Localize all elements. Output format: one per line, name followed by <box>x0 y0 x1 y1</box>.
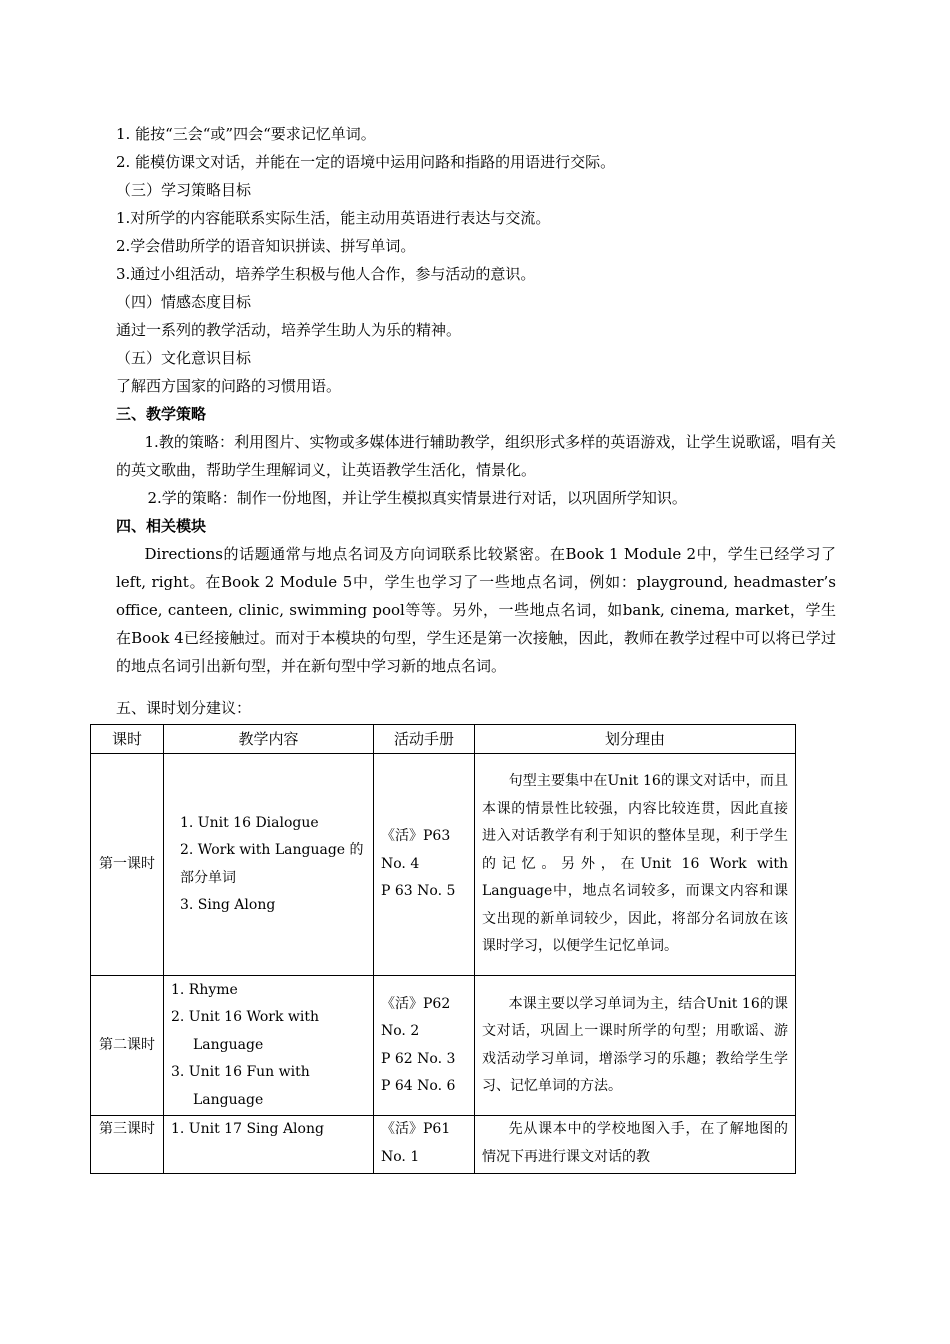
workbook-cell <box>374 976 475 1116</box>
subheading: （五）文化意识目标 <box>116 349 252 367</box>
content-cell <box>164 754 374 976</box>
text-line: 2. 能模仿课文对话，并能在一定的语境中运用问路和指路的用语进行交际。 <box>116 153 616 171</box>
subheading: （四）情感态度目标 <box>116 293 252 311</box>
content-cell <box>164 976 374 1116</box>
table-row <box>91 754 796 976</box>
text-line: 了解西方国家的问路的习惯用语。 <box>116 377 342 395</box>
workbook-cell <box>374 754 475 976</box>
paragraph: 2.学的策略：制作一份地图，并让学生模拟真实情景进行对话，以巩固所学知识。 <box>147 489 687 507</box>
content-item: 3. Sing Along <box>180 897 276 913</box>
text-line: 2.学会借助所学的语音知识拼读、拼写单词。 <box>116 237 416 255</box>
workbook-item: 《活》P63 No. 4 <box>381 828 451 872</box>
content-item: 1. Unit 17 Sing Along <box>171 1121 324 1137</box>
header-cell: 课时 <box>91 725 164 754</box>
content-item: 1. Unit 16 Dialogue <box>180 814 319 831</box>
text-line: 通过一系列的教学活动，培养学生助人为乐的精神。 <box>116 321 462 339</box>
paragraph: Directions的话题通常与地点名词及方向词联系比较紧密。在Book 1 Module 2中，学生已经学习了left, right。在Book 2 Module 5中，学生也学习了一些地点名词，例如：playground, headmaster’s office, canteen, clinic, swimming pool等等。另外，一些地点名词，如bank, cinema, market，学生在Book 4已经接触过。而对于本模块的句型，学生还是第一次接触，因此，教师在教学过程中可以将已学过的地点名词引出新句型，并在新句型中学习新的地点名词。 <box>116 545 836 675</box>
content-item: 2. Work with Language 的部分单词 <box>180 842 364 886</box>
workbook-item: P 64 No. 6 <box>381 1078 456 1094</box>
period-table <box>90 724 796 1174</box>
objectives-lines <box>116 120 836 400</box>
text-line: 1. 能按“三会“或”四会“要求记忆单词。 <box>116 125 376 143</box>
workbook-cell <box>374 1116 475 1174</box>
document-page <box>99 120 836 1174</box>
workbook-item: P 63 No. 5 <box>381 883 456 900</box>
text-line: 1.对所学的内容能联系实际生活，能主动用英语进行表达与交流。 <box>116 209 551 227</box>
section-heading-strategy: 三、教学策略 <box>116 405 207 423</box>
period-cell: 第二课时 <box>91 976 164 1116</box>
subheading: （三）学习策略目标 <box>116 181 252 199</box>
reason-cell: 句型主要集中在Unit 16的课文对话中，而且本课的情景性比较强，内容比较连贯，因此直接进入对话教学有利于知识的整体呈现，利于学生的记忆。另外，在Unit 16 Work with Language中，地点名词较多，而课文内容和课文出现的新单词较少，因此，将部分名词放在该课时学习，以便学生记忆单词。 <box>475 754 796 976</box>
text-line: 3.通过小组活动，培养学生积极与他人合作，参与活动的意识。 <box>116 265 536 283</box>
period-cell: 第一课时 <box>91 754 164 976</box>
header-cell: 划分理由 <box>475 725 796 754</box>
table-row <box>91 976 796 1116</box>
content-item: 1. Rhyme <box>171 981 238 998</box>
workbook-item: P 62 No. 3 <box>381 1050 456 1067</box>
reason-cell: 本课主要以学习单词为主，结合Unit 16的课文对话，巩固上一课时所学的句型；用歌谣、游戏活动学习单词，增添学习的乐趣；教给学生学习、记忆单词的方法。 <box>475 976 796 1116</box>
workbook-item: 《活》P61 No. 1 <box>381 1121 451 1165</box>
paragraph: 1.教的策略：利用图片、实物或多媒体进行辅助教学，组织形式多样的英语游戏，让学生说歌谣，唱有关的英文歌曲，帮助学生理解词义，让英语教学生活化，情景化。 <box>116 433 836 479</box>
section-heading-periods: 五、课时划分建议： <box>116 699 252 717</box>
header-cell: 教学内容 <box>164 725 374 754</box>
section-heading-modules: 四、相关模块 <box>116 517 207 535</box>
content-item: 2. Unit 16 Work with Language <box>171 1009 320 1053</box>
table-header-row <box>91 725 796 754</box>
reason-cell: 先从课本中的学校地图入手，在了解地图的情况下再进行课文对话的教 <box>475 1116 796 1174</box>
table-row <box>91 1116 796 1174</box>
header-cell: 活动手册 <box>374 725 475 754</box>
content-cell <box>164 1116 374 1174</box>
workbook-item: 《活》P62 No. 2 <box>381 995 451 1039</box>
content-item: 3. Unit 16 Fun with Language <box>171 1064 310 1108</box>
period-cell: 第三课时 <box>91 1116 164 1174</box>
